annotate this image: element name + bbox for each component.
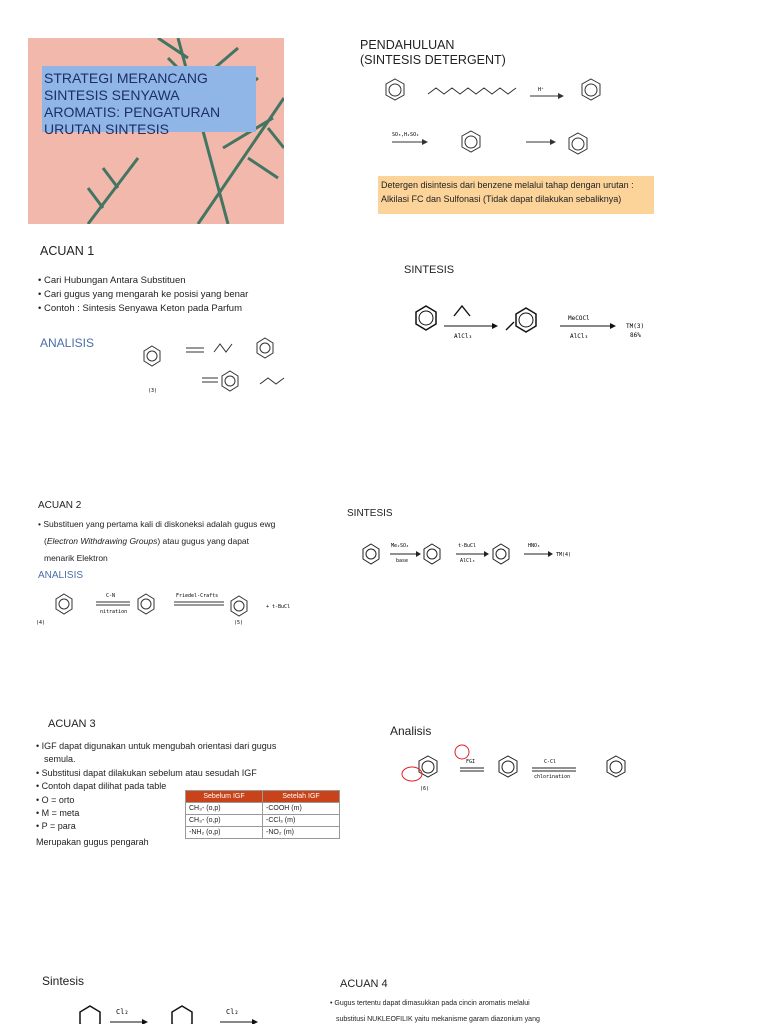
igf-table <box>185 790 340 839</box>
reagent-mecocl: MeCOCl <box>568 315 590 322</box>
acuan3-bullet: • Substitusi dapat dilakukan sebelum atau sesudah IGF <box>36 767 296 780</box>
acuan4-line-1: • Gugus tertentu dapat dimasukkan pada cincin aromatis melalui <box>330 1000 530 1007</box>
acuan4-text <box>330 996 570 1028</box>
product-tm4: TM(4) <box>556 552 572 558</box>
reagent-base: base <box>396 558 409 564</box>
reagent-hno3: HNO₃ <box>528 543 541 549</box>
acuan3-heading: ACUAN 3 <box>48 718 96 730</box>
sintesis3-heading: Sintesis <box>42 974 85 988</box>
sintesis2-heading: SINTESIS <box>347 508 393 519</box>
acuan3-bullet: • IGF dapat digunakan untuk mengubah orientasi dari gugus semula. <box>36 740 296 767</box>
acuan2-line-2 <box>38 533 308 550</box>
chlorination-label: chlorination <box>534 774 571 780</box>
slide-title: STRATEGI MERANCANG SINTESIS SENYAWA AROMATIS: PENGATURAN URUTAN SINTESIS <box>44 70 221 137</box>
igf-cell: CH₃- (o,p) <box>186 815 263 827</box>
detergent-scheme <box>378 76 658 172</box>
title-box <box>42 66 256 137</box>
acuan1-analysis-label: ANALISIS <box>40 336 95 350</box>
heading-line-1: PENDAHULUAN <box>360 38 455 52</box>
igf-cell: CH₃- (o,p) <box>186 803 263 815</box>
sintesis3-scheme <box>70 1000 270 1024</box>
analisis-heading: Analisis <box>390 724 432 738</box>
cl-circle-annotation <box>455 745 469 759</box>
acuan1-analysis-scheme <box>128 334 308 398</box>
acuan4-line-1-text: Gugus tertentu dapat dimasukkan pada cincin aromatis melalui <box>334 1000 530 1007</box>
reagent-so3: SO₃,H₂SO₄ <box>392 132 420 138</box>
table-row <box>186 827 340 839</box>
yield-value: 86% <box>630 332 641 339</box>
acuan2-line-1-text: Substituen yang pertama kali di diskoneksi adalah gugus ewg <box>43 519 276 529</box>
ewg-term: Electron Withdrawing Groups <box>46 536 158 546</box>
compound-3-label: (3) <box>148 388 158 394</box>
acuan3-bullet: • Contoh dapat dilihat pada table <box>36 780 296 793</box>
acuan3-bullet: • M = meta <box>36 807 296 820</box>
table-row <box>186 803 340 815</box>
acuan3-bullet: • P = para <box>36 820 296 833</box>
nitration-label: nitration <box>100 609 128 615</box>
compound-6-label: (6) <box>420 786 430 792</box>
acuan4-line-2: substitusi NUKLEOFILIK yaitu mekanisme garam diazonium yang <box>336 1016 540 1023</box>
reagent-alcl3-2: AlCl₃ <box>570 333 589 340</box>
acuan1-bullets <box>38 274 298 316</box>
igf-cell: -NO₂ (m) <box>263 827 340 839</box>
detergent-note: Detergen disintesis dari benzene melalui tahap dengan urutan : Alkilasi FC dan Sulfonasi (Tidak dapat dilakukan sebaliknya) <box>378 176 654 214</box>
igf-cell: -NH₂ (o,p) <box>186 827 263 839</box>
reagent-cl2-1: Cl₂ <box>116 1008 129 1016</box>
sintesis1-heading: SINTESIS <box>404 264 455 276</box>
acuan2-line-2-rest: ) atau gugus yang dapat <box>157 536 250 546</box>
igf-table-header <box>186 791 340 803</box>
analisis-scheme <box>398 742 638 806</box>
friedel-crafts-label: Friedel-Crafts <box>176 593 219 599</box>
fgi-label: FGI <box>466 759 476 765</box>
reagent-cl2-2: Cl₂ <box>226 1008 239 1016</box>
compound-5-label: (5) <box>234 620 244 626</box>
igf-cell: -CCl₃ (m) <box>263 815 340 827</box>
reagent-alcl3: AlCl₃ <box>460 558 476 564</box>
tbucl-label: + t-BuCl <box>266 604 291 610</box>
reagent-me2so4: Me₂SO₄ <box>391 543 410 549</box>
heading-line-2: (SINTESIS DETERGENT) <box>360 53 506 67</box>
compound-4-label: (4) <box>36 620 46 626</box>
acuan2-text <box>38 516 308 567</box>
paren-open: ( <box>44 536 47 546</box>
ccl3-circle-annotation <box>402 767 422 781</box>
igf-header-after: Setelah IGF <box>263 791 340 803</box>
sintesis2-scheme <box>356 534 596 582</box>
acuan2-analysis-label: ANALISIS <box>38 570 84 581</box>
acuan2-line-1: • Substituen yang pertama kali di diskoneksi adalah gugus ewg <box>38 519 276 529</box>
igf-header-before: Sebelum IGF <box>186 791 263 803</box>
igf-cell: -COOH (m) <box>263 803 340 815</box>
acuan2-line-3: menarik Elektron <box>44 553 108 563</box>
ccl-label: C-Cl <box>544 759 557 765</box>
product-tm3: TM(3) <box>626 323 645 330</box>
acuan1-heading: ACUAN 1 <box>40 244 95 258</box>
reagent-tbucl: t-BuCl <box>458 543 477 549</box>
cn-label: C-N <box>106 593 116 599</box>
intro-heading <box>360 38 506 68</box>
acuan3-footer: Merupakan gugus pengarah <box>36 837 149 847</box>
reagent-h: H⁺ <box>538 87 545 93</box>
acuan1-bullet: • Contoh : Sintesis Senyawa Keton pada Parfum <box>38 302 298 316</box>
acuan2-heading: ACUAN 2 <box>38 500 82 511</box>
acuan3-bullet: • O = orto <box>36 794 296 807</box>
reagent-alcl3-1: AlCl₃ <box>454 333 473 340</box>
acuan4-heading: ACUAN 4 <box>340 978 388 990</box>
acuan1-bullet: • Cari Hubungan Antara Substituen <box>38 274 298 288</box>
table-row <box>186 815 340 827</box>
sintesis1-scheme <box>410 300 670 348</box>
acuan2-analysis-scheme <box>34 586 306 628</box>
acuan1-bullet: • Cari gugus yang mengarah ke posisi yang benar <box>38 288 298 302</box>
